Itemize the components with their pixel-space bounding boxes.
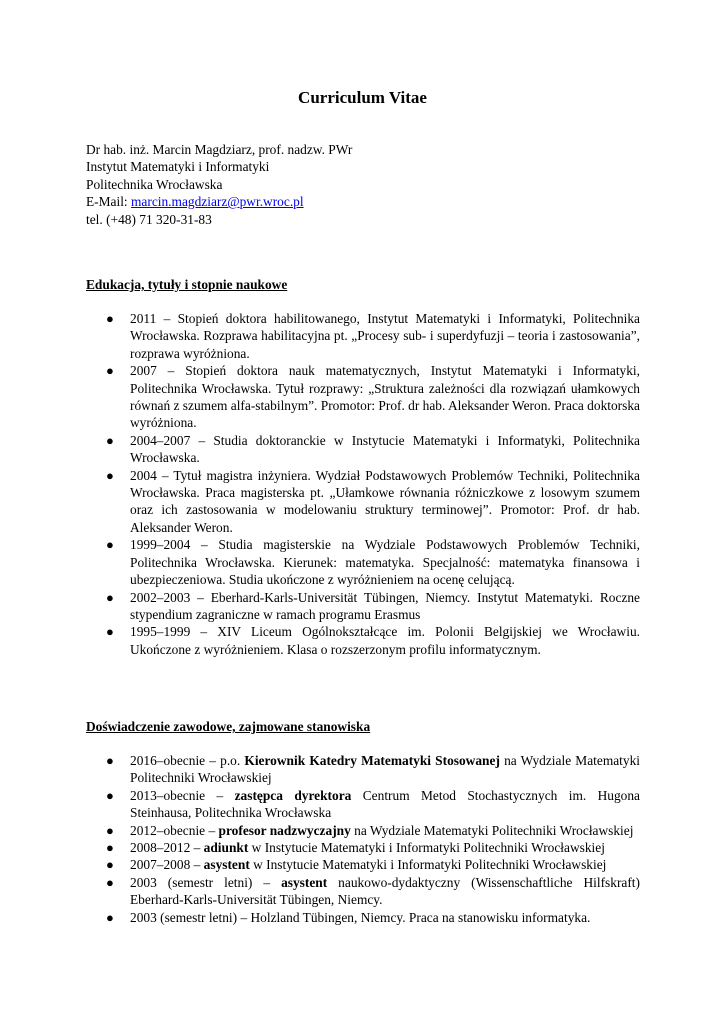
list-item — [86, 536, 640, 588]
contact-phone: tel. (+48) 71 320-31-83 — [86, 211, 212, 227]
bullet-icon: ● — [106, 874, 114, 890]
contact-university: Politechnika Wrocławska — [86, 176, 223, 192]
education-item-text: 2004–2007 – Studia doktoranckie w Instytucie Matematyki i Informatyki, Politechnika Wrocławska. — [130, 432, 640, 466]
education-item-text: 1999–2004 – Studia magisterskie na Wydziale Podstawowych Problemów Techniki, Politechnika Wrocławska. Kierunek: matematyka. Specjalność: matematyka finansowa i ubezpieczeniowa. Studia ukończone z wyróżnieniem na ocenę celującą. — [130, 537, 640, 588]
bullet-icon: ● — [106, 624, 114, 640]
education-item-text: 2011 – Stopień doktora habilitowanego, Instytut Matematyki i Informatyki, Politechnika Wrocławska. Rozprawa habilitacyjna pt. „Procesy sub- i superdyfuzji – teoria i zastosowania”, rozprawa wyróżniona. — [130, 311, 640, 361]
experience-item-pre: 2007–2008 – — [130, 857, 204, 873]
contact-email-row — [86, 193, 646, 210]
bullet-icon: ● — [106, 467, 114, 483]
experience-item-post: na Wydziale Matematyki Politechniki Wrocławskiej — [130, 753, 641, 786]
experience-item-pre: 2013–obecnie – — [130, 787, 235, 803]
experience-heading: Doświadczenie zawodowe, zajmowane stanowiska — [86, 719, 371, 734]
bullet-icon: ● — [106, 311, 114, 326]
bullet-icon: ● — [106, 753, 114, 768]
education-item-text: 2004 – Tytuł magistra inżyniera. Wydział Podstawowych Problemów Techniki, Politechnika Wrocławska. Praca magisterska pt. „Ułamkowe równania różniczkowe z losowym szumem oraz ich zastosowania w modelowaniu struktury terminowej”. Promotor: Prof. dr hab. Aleksander Weron. — [130, 467, 640, 535]
list-item — [86, 856, 640, 873]
experience-item-post: w Instytucie Matematyki i Informatyki Politechniki Wrocławskiej — [249, 857, 607, 873]
bullet-icon: ● — [106, 822, 114, 838]
education-item-text: 2007 – Stopień doktora nauk matematycznych, Instytut Matematyki i Informatyki, Politechnika Wrocławska. Tytuł rozprawy: „Struktura zależności dla rozwiązań ułamkowych równań z szumem alfa-stabilnym”. Promotor: Prof. dr hab. Aleksander Weron. Praca doktorska wyróżniona. — [130, 363, 640, 431]
list-item — [86, 787, 640, 822]
experience-item-pre: 2016–obecnie – p.o. — [130, 753, 245, 768]
bullet-icon: ● — [106, 432, 114, 448]
experience-item-pre: 2003 (semestr letni) – — [130, 874, 282, 890]
experience-item-post: w Instytucie Matematyki i Informatyki Politechniki Wrocławskiej — [248, 840, 605, 856]
experience-item-role: asystent — [203, 857, 250, 873]
experience-item-pre: 2003 (semestr letni) – Holzland Tübingen, Niemcy. Praca na stanowisku informatyka. — [130, 909, 591, 925]
education-item-text: 2002–2003 – Eberhard-Karls-Universität Tübingen, Niemcy. Instytut Matematyki. Roczne stypendium zagraniczne w ramach programu Erasmus — [130, 589, 640, 622]
email-link[interactable]: marcin.magdziarz@pwr.wroc.pl — [131, 194, 304, 210]
email-label: E-Mail: — [86, 194, 131, 210]
experience-item-post: na Wydziale Matematyki Politechniki Wrocławskiej — [350, 822, 634, 838]
contact-block — [86, 141, 646, 228]
list-item — [86, 822, 640, 839]
bullet-icon: ● — [106, 857, 114, 873]
experience-item-role: profesor nadzwyczajny — [218, 822, 351, 838]
education-heading: Edukacja, tytuły i stopnie naukowe — [86, 277, 288, 292]
bullet-icon: ● — [106, 589, 114, 605]
list-item — [86, 909, 640, 926]
bullet-icon: ● — [106, 840, 114, 856]
contact-institute: Instytut Matematyki i Informatyki — [86, 159, 270, 175]
list-item — [86, 874, 640, 909]
bullet-icon: ● — [106, 537, 114, 553]
experience-item-role: adiunkt — [203, 840, 249, 856]
list-item — [86, 467, 640, 537]
experience-item-pre: 2008–2012 – — [130, 840, 204, 856]
bullet-icon: ● — [106, 787, 114, 803]
list-item — [86, 752, 640, 787]
education-item-text: 1995–1999 – XIV Liceum Ogólnokształcące im. Polonii Belgijskiej we Wrocławiu. Ukończone z wyróżnieniem. Klasa o rozszerzonym profilu informatycznym. — [130, 624, 640, 657]
experience-item-post: naukowo-dydaktyczny (Wissenschaftliche Hilfskraft) Eberhard-Karls-Universität Tübingen, Niemcy. — [130, 874, 640, 908]
list-item — [86, 432, 640, 467]
experience-item-role: Kierownik Katedry Matematyki Stosowanej — [244, 753, 500, 768]
experience-item-role: asystent — [281, 874, 328, 890]
list-item — [86, 310, 640, 362]
list-item — [86, 839, 640, 856]
education-list — [86, 310, 640, 658]
bullet-icon: ● — [106, 363, 114, 379]
experience-item-role: zastępca dyrektora — [234, 787, 352, 803]
bullet-icon: ● — [106, 909, 114, 925]
list-item — [86, 589, 640, 624]
contact-name: Dr hab. inż. Marcin Magdziarz, prof. nadzw. PWr — [86, 142, 353, 157]
experience-item-pre: 2012–obecnie – — [130, 822, 219, 838]
list-item — [86, 623, 640, 658]
page-title: Curriculum Vitae — [298, 88, 427, 107]
experience-item-post: Centrum Metod Stochastycznych im. Hugona Steinhausa, Politechnika Wrocławska — [130, 787, 640, 821]
list-item — [86, 362, 640, 432]
experience-list — [86, 752, 640, 926]
